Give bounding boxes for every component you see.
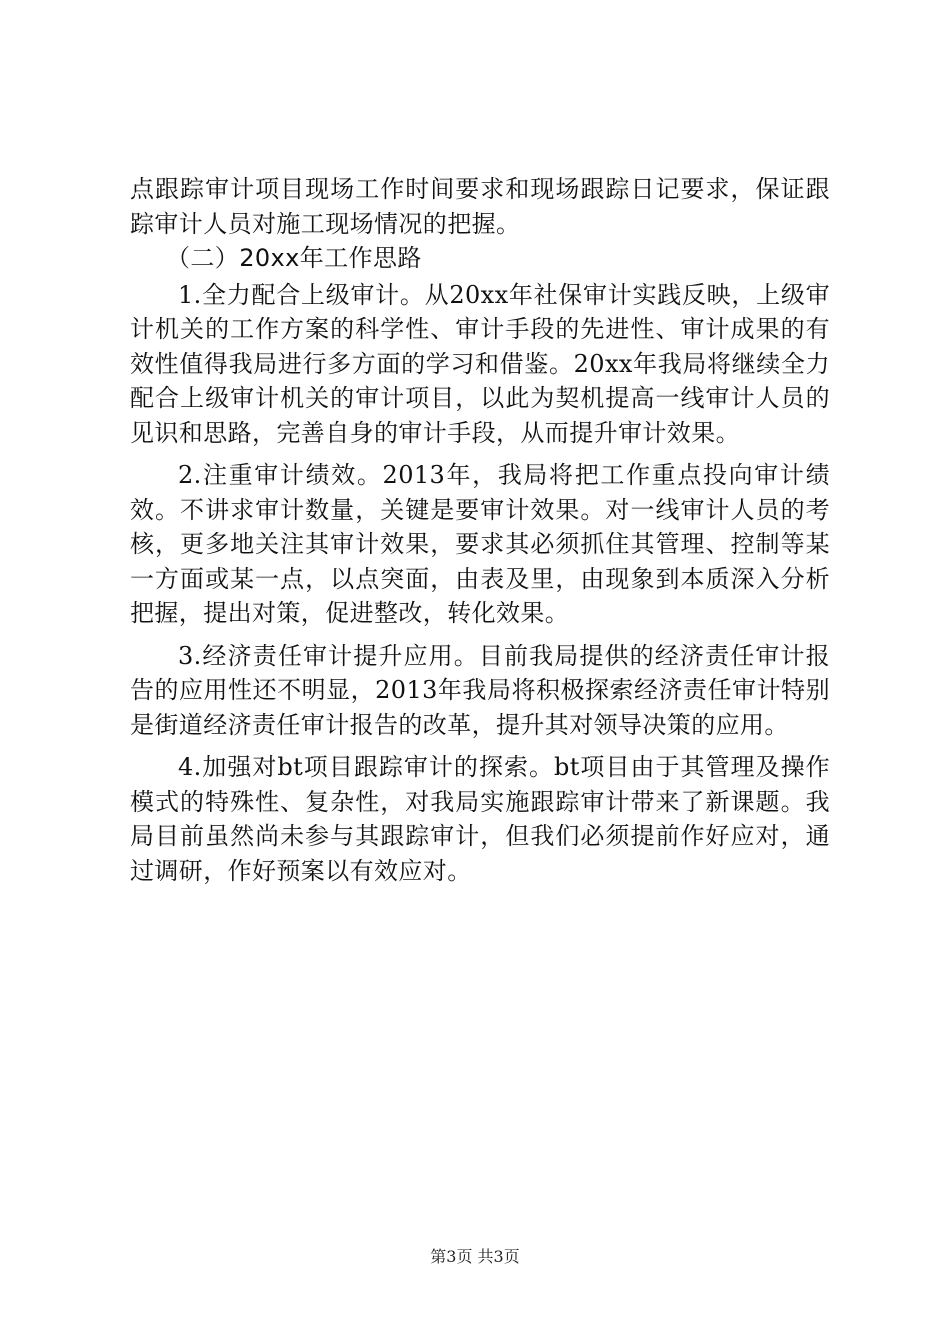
paragraph-1: 1.全力配合上级审计。从20xx年社保审计实践反映，上级审计机关的工作方案的科学性、审计手段的先进性、审计成果的有效性值得我局进行多方面的学习和借鉴。20xx年我局将继续全力配合上级审计机关的审计项目，以此为契机提高一线审计人员的见识和思路，完善自身的审计手段，从而提升审计效果。 [130, 280, 830, 447]
continuation-paragraph: 点跟踪审计项目现场工作时间要求和现场跟踪日记要求，保证跟踪审计人员对施工现场情况的把握。 [130, 175, 830, 238]
document-body [130, 172, 830, 896]
paragraph-4: 4.加强对bt项目跟踪审计的探索。bt项目由于其管理及操作模式的特殊性、复杂性，对我局实施跟踪审计带来了新课题。我局目前虽然尚未参与其跟踪审计，但我们必须提前作好应对，通过调研，作好预案以有效应对。 [130, 753, 830, 885]
paragraph-2: 2.注重审计绩效。2013年，我局将把工作重点投向审计绩效。不讲求审计数量，关键是要审计效果。对一线审计人员的考核，更多地关注其审计效果，要求其必须抓住其管理、控制等某一方面或某一点，以点突面，由表及里，由现象到本质深入分析把握，提出对策，促进整改，转化效果。 [130, 461, 830, 627]
paragraph-3: 3.经济责任审计提升应用。目前我局提供的经济责任审计报告的应用性还不明显，2013年我局将积极探索经济责任审计特别是街道经济责任审计报告的改革，提升其对领导决策的应用。 [130, 641, 830, 739]
section-heading: （二）20xx年工作思路 [166, 244, 422, 272]
page-footer: 第3页 共3页 [430, 1247, 520, 1266]
